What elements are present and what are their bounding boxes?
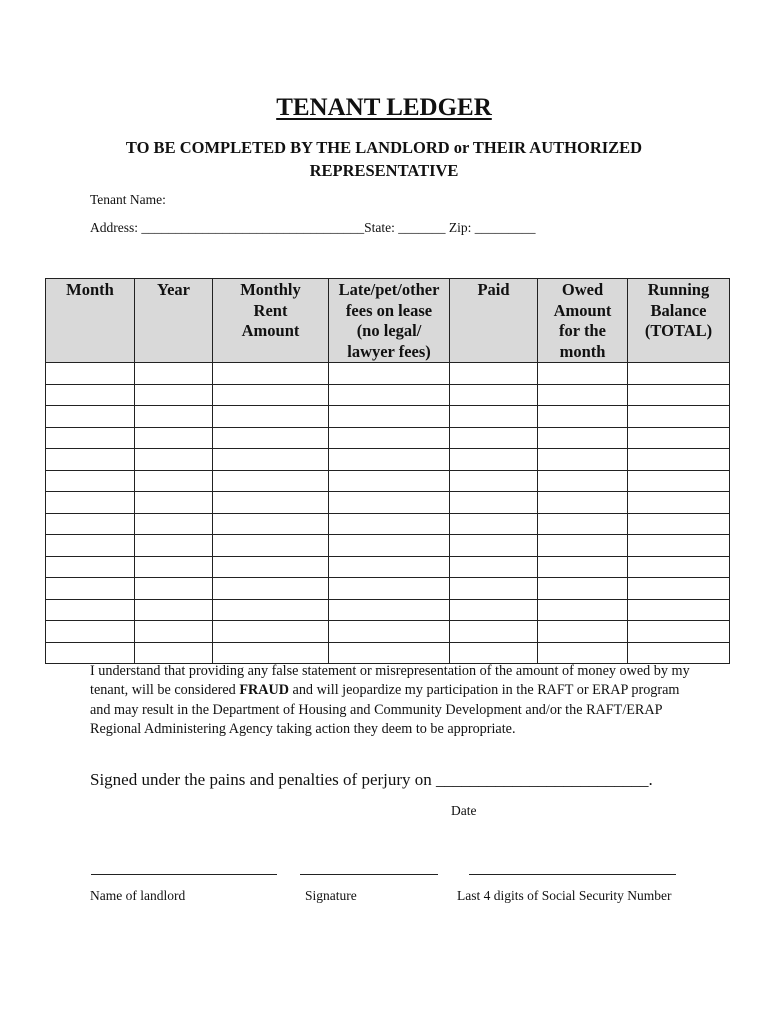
ledger-cell[interactable] (329, 599, 450, 621)
ledger-cell[interactable] (329, 535, 450, 557)
ledger-cell[interactable] (46, 556, 135, 578)
ledger-cell[interactable] (213, 642, 329, 664)
header-line: month (559, 341, 606, 361)
date-label: Date (451, 803, 477, 818)
ledger-cell[interactable] (538, 513, 628, 535)
ledger-cell[interactable] (450, 578, 538, 600)
ledger-cell[interactable] (450, 406, 538, 428)
ledger-row (46, 556, 730, 578)
ledger-row (46, 513, 730, 535)
ledger-cell[interactable] (450, 449, 538, 471)
ledger-cell[interactable] (46, 363, 135, 385)
ledger-cell[interactable] (213, 556, 329, 578)
ledger-cell[interactable] (628, 492, 730, 514)
header-line: Late/pet/other (338, 280, 440, 299)
ledger-cell[interactable] (628, 363, 730, 385)
ledger-row (46, 470, 730, 492)
ledger-cell[interactable] (538, 492, 628, 514)
ledger-cell[interactable] (329, 449, 450, 471)
ledger-table (45, 278, 730, 664)
ledger-cell[interactable] (538, 535, 628, 557)
ledger-row (46, 535, 730, 557)
ledger-cell[interactable] (135, 449, 213, 471)
ssn-line[interactable] (469, 874, 676, 875)
ledger-cell[interactable] (46, 599, 135, 621)
header-year-line: Year (157, 280, 190, 299)
ledger-row (46, 642, 730, 664)
ledger-cell[interactable] (213, 384, 329, 406)
ledger-cell[interactable] (628, 578, 730, 600)
ledger-cell[interactable] (450, 621, 538, 643)
ledger-row (46, 427, 730, 449)
ledger-row (46, 578, 730, 600)
ledger-cell[interactable] (135, 642, 213, 664)
header-line: Amount (241, 321, 300, 340)
header-line: for the (559, 321, 606, 340)
ledger-cell[interactable] (450, 363, 538, 385)
header-running-balance (628, 279, 730, 363)
ledger-cell[interactable] (46, 535, 135, 557)
ledger-cell[interactable] (329, 492, 450, 514)
ledger-cell[interactable] (213, 363, 329, 385)
ledger-cell[interactable] (450, 427, 538, 449)
ledger-cell[interactable] (213, 513, 329, 535)
ledger-cell[interactable] (46, 492, 135, 514)
ledger-cell[interactable] (628, 535, 730, 557)
address-line: Address: _________________________________State: _______ Zip: _________ (90, 220, 536, 235)
ledger-cell[interactable] (628, 556, 730, 578)
ledger-cell[interactable] (46, 384, 135, 406)
ledger-cell[interactable] (538, 406, 628, 428)
ledger-cell[interactable] (213, 599, 329, 621)
header-line: Owed (561, 280, 604, 299)
signature-line[interactable] (300, 874, 438, 875)
ledger-cell[interactable] (538, 384, 628, 406)
ledger-cell[interactable] (46, 406, 135, 428)
ledger-cell[interactable] (135, 599, 213, 621)
header-paid (450, 279, 538, 363)
ledger-cell[interactable] (628, 384, 730, 406)
ledger-cell[interactable] (135, 406, 213, 428)
landlord-name-label: Name of landlord (90, 888, 186, 903)
header-line: Running (647, 280, 710, 299)
header-line: (no legal/ (356, 321, 422, 340)
ledger-cell[interactable] (46, 449, 135, 471)
ledger-cell[interactable] (538, 470, 628, 492)
ledger-row (46, 449, 730, 471)
ledger-cell[interactable] (135, 470, 213, 492)
landlord-name-line[interactable] (91, 874, 277, 875)
ledger-cell[interactable] (628, 449, 730, 471)
ledger-row (46, 363, 730, 385)
ledger-cell[interactable] (329, 427, 450, 449)
ledger-cell[interactable] (135, 535, 213, 557)
ledger-cell[interactable] (135, 492, 213, 514)
ledger-cell[interactable] (538, 642, 628, 664)
ledger-cell[interactable] (538, 363, 628, 385)
ledger-cell[interactable] (329, 642, 450, 664)
ledger-cell[interactable] (329, 363, 450, 385)
ledger-cell[interactable] (213, 535, 329, 557)
statement-part-2: and will jeopardize my participation in the RAFT or ERAP program and may result in the Department of Housing and Community Development and/or the RAFT/ERAP Regional Administering Agency taking action they deem to be appropriate. (90, 682, 680, 738)
ledger-cell[interactable] (46, 513, 135, 535)
ledger-cell[interactable] (213, 621, 329, 643)
ledger-cell[interactable] (213, 449, 329, 471)
ledger-cell[interactable] (450, 384, 538, 406)
header-line: (TOTAL) (644, 321, 713, 340)
ledger-cell[interactable] (329, 384, 450, 406)
ledger-row (46, 492, 730, 514)
ledger-cell[interactable] (628, 513, 730, 535)
ledger-cell[interactable] (135, 621, 213, 643)
tenant-name-label: Tenant Name: (90, 192, 166, 207)
ledger-cell[interactable] (46, 621, 135, 643)
ledger-cell[interactable] (135, 427, 213, 449)
ledger-body (46, 363, 730, 664)
header-month (46, 279, 135, 363)
ledger-cell[interactable] (628, 470, 730, 492)
ledger-cell[interactable] (46, 427, 135, 449)
ledger-cell[interactable] (628, 642, 730, 664)
subtitle-line-1: TO BE COMPLETED BY THE LANDLORD or THEIR AUTHORIZED (125, 138, 643, 157)
ledger-cell[interactable] (450, 599, 538, 621)
ledger-cell[interactable] (46, 470, 135, 492)
document-subtitle (84, 136, 684, 182)
ledger-cell[interactable] (628, 621, 730, 643)
ledger-cell[interactable] (135, 513, 213, 535)
statement-fraud-word: FRAUD (239, 682, 289, 699)
header-monthly-rent-amount (213, 279, 329, 363)
ledger-cell[interactable] (46, 578, 135, 600)
ledger-cell[interactable] (46, 642, 135, 664)
ledger-cell[interactable] (329, 513, 450, 535)
ledger-cell[interactable] (450, 492, 538, 514)
ledger-cell[interactable] (213, 492, 329, 514)
ledger-cell[interactable] (135, 556, 213, 578)
header-line: lawyer fees) (347, 341, 431, 361)
ledger-row (46, 599, 730, 621)
subtitle-line-2: REPRESENTATIVE (309, 161, 459, 180)
ledger-cell[interactable] (329, 406, 450, 428)
ledger-row (46, 621, 730, 643)
signature-label: Signature (305, 888, 357, 903)
header-line: Monthly (240, 280, 301, 299)
ledger-cell[interactable] (213, 427, 329, 449)
ledger-cell[interactable] (450, 535, 538, 557)
ledger-cell[interactable] (329, 556, 450, 578)
ledger-cell[interactable] (213, 470, 329, 492)
header-owed-amount (538, 279, 628, 363)
ledger-row (46, 406, 730, 428)
header-line: fees on lease (345, 300, 433, 320)
signed-perjury-line: Signed under the pains and penalties of perjury on _________________________. (90, 770, 653, 789)
ledger-cell[interactable] (213, 578, 329, 600)
header-line: Amount (553, 300, 612, 320)
ledger-row (46, 384, 730, 406)
header-line: Balance (650, 300, 707, 320)
header-late-fees (329, 279, 450, 363)
ledger-cell[interactable] (628, 406, 730, 428)
ledger-cell[interactable] (628, 599, 730, 621)
header-line: Rent (253, 300, 288, 320)
header-paid-line: Paid (477, 280, 510, 299)
ssn-label: Last 4 digits of Social Security Number (457, 888, 672, 903)
fraud-statement (90, 662, 690, 740)
ledger-cell[interactable] (538, 599, 628, 621)
ledger-cell[interactable] (135, 578, 213, 600)
ledger-header-row (46, 279, 730, 363)
ledger-cell[interactable] (538, 449, 628, 471)
ledger-cell[interactable] (538, 578, 628, 600)
ledger-cell[interactable] (329, 621, 450, 643)
document-title: TENANT LEDGER (276, 94, 492, 121)
ledger-cell[interactable] (450, 642, 538, 664)
ledger-cell[interactable] (538, 427, 628, 449)
ledger-cell[interactable] (329, 578, 450, 600)
ledger-cell[interactable] (450, 556, 538, 578)
header-year (135, 279, 213, 363)
ledger-cell[interactable] (538, 621, 628, 643)
ledger-cell[interactable] (135, 363, 213, 385)
ledger-cell[interactable] (329, 470, 450, 492)
header-month-line: Month (66, 280, 114, 299)
ledger-cell[interactable] (213, 406, 329, 428)
ledger-cell[interactable] (538, 556, 628, 578)
statement-part-1: I understand that providing any false statement or misrepresentation of the amount of money owed by my tenant, will be considered (90, 663, 690, 699)
ledger-cell[interactable] (628, 427, 730, 449)
ledger-cell[interactable] (450, 513, 538, 535)
ledger-cell[interactable] (450, 470, 538, 492)
ledger-cell[interactable] (135, 384, 213, 406)
